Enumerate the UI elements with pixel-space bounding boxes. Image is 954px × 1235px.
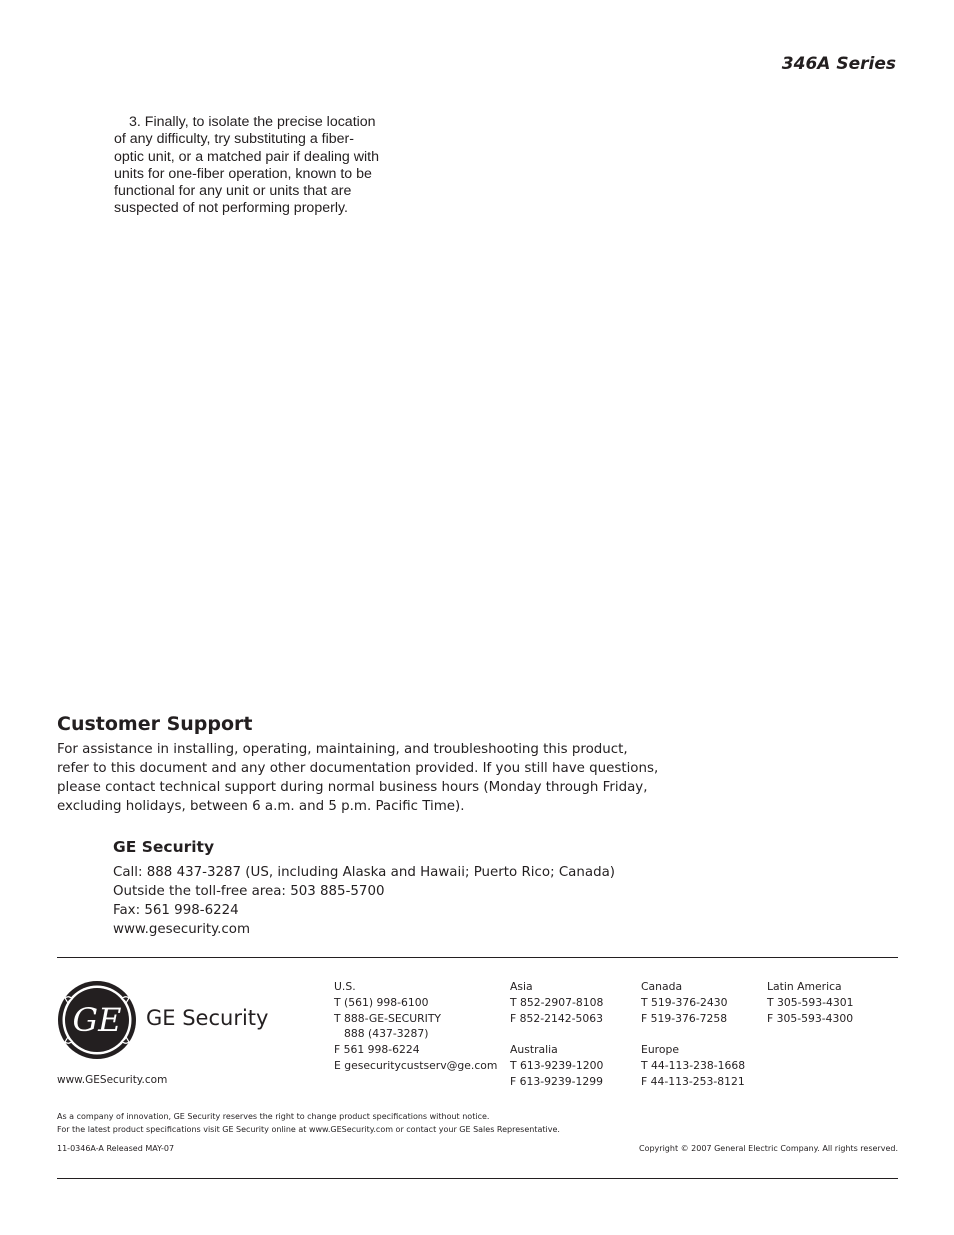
ge-contact-block <box>113 863 615 939</box>
contact-line: T 519-376-2430 <box>641 995 728 1009</box>
contact-asia-australia <box>510 979 603 1090</box>
contact-line: F 519-376-7258 <box>641 1011 728 1025</box>
release-code: 11-0346A-A Released MAY-07 <box>57 1144 175 1153</box>
contact-line: T 305-593-4301 <box>767 995 854 1009</box>
contact-us <box>334 979 497 1074</box>
footer-top-rule <box>57 957 898 958</box>
footer-bottom-rule <box>57 1178 898 1179</box>
copyright-notice: Copyright © 2007 General Electric Company. All rights reserved. <box>639 1144 898 1153</box>
ge-logo <box>57 980 137 1060</box>
contact-line: T 888-GE-SECURITY <box>334 1011 442 1025</box>
region-label: Asia <box>510 980 533 993</box>
customer-support-body <box>57 740 657 816</box>
contact-line: T 613-9239-1200 <box>510 1058 604 1072</box>
ge-security-heading: GE Security <box>113 838 215 856</box>
region-label: U.S. <box>334 980 356 993</box>
step-line: functional for any unit or units that are <box>114 183 352 200</box>
contact-line: T 44-113-238-1668 <box>641 1058 746 1072</box>
contact-line: T (561) 998-6100 <box>334 995 429 1009</box>
contact-line: F 561 998-6224 <box>334 1043 420 1057</box>
contact-latin-america <box>767 979 854 1026</box>
series-title: 346A Series <box>781 54 896 74</box>
region-label: Canada <box>641 980 683 993</box>
footer-website-link[interactable]: www.GESecurity.com <box>57 1074 168 1086</box>
region-label: Latin America <box>767 980 842 993</box>
customer-support-heading: Customer Support <box>57 713 253 735</box>
fax-line: Fax: 561 998-6224 <box>113 903 239 918</box>
step-line: 3. Finally, to isolate the precise location <box>129 114 376 130</box>
region-label: Australia <box>510 1043 558 1057</box>
contact-line: T 852-2907-8108 <box>510 995 604 1009</box>
step-line: suspected of not performing properly. <box>114 200 348 217</box>
legal-notice <box>57 1110 560 1136</box>
contact-line: 888 (437-3287) <box>344 1027 429 1041</box>
step-line: units for one-fiber operation, known to be <box>114 165 372 182</box>
legal-line: For the latest product specifications visit GE Security online at www.GESecurity.com or contact your GE Sales Representative. <box>57 1125 560 1134</box>
contact-canada-europe <box>641 979 745 1090</box>
step-line: optic unit, or a matched pair if dealing with <box>114 148 379 165</box>
support-line: refer to this document and any other documentation provided. If you still have questions, <box>57 761 659 776</box>
region-label: Europe <box>641 1043 679 1057</box>
contact-line: F 44-113-253-8121 <box>641 1074 745 1088</box>
outside-line: Outside the toll-free area: 503 885-5700 <box>113 884 385 899</box>
call-line: Call: 888 437-3287 (US, including Alaska and Hawaii; Puerto Rico; Canada) <box>113 865 616 880</box>
contact-line: F 305-593-4300 <box>767 1011 854 1025</box>
step-line: of any difficulty, try substituting a fiber- <box>114 131 354 148</box>
email-link[interactable]: E gesecuritycustserv@ge.com <box>334 1058 498 1072</box>
website-link[interactable]: www.gesecurity.com <box>113 922 251 937</box>
brand-name: GE Security <box>146 1006 269 1030</box>
support-line: For assistance in installing, operating, maintaining, and troubleshooting this product, <box>57 742 628 757</box>
contact-line: F 852-2142-5063 <box>510 1011 603 1025</box>
support-line: excluding holidays, between 6 a.m. and 5 p.m. Pacific Time). <box>57 799 465 814</box>
legal-line: As a company of innovation, GE Security reserves the right to change product specifications without notice. <box>57 1112 490 1121</box>
contact-line: F 613-9239-1299 <box>510 1074 603 1088</box>
troubleshooting-step <box>114 114 414 218</box>
support-line: please contact technical support during normal business hours (Monday through Friday, <box>57 780 648 795</box>
logo-monogram: GE <box>72 1001 122 1039</box>
